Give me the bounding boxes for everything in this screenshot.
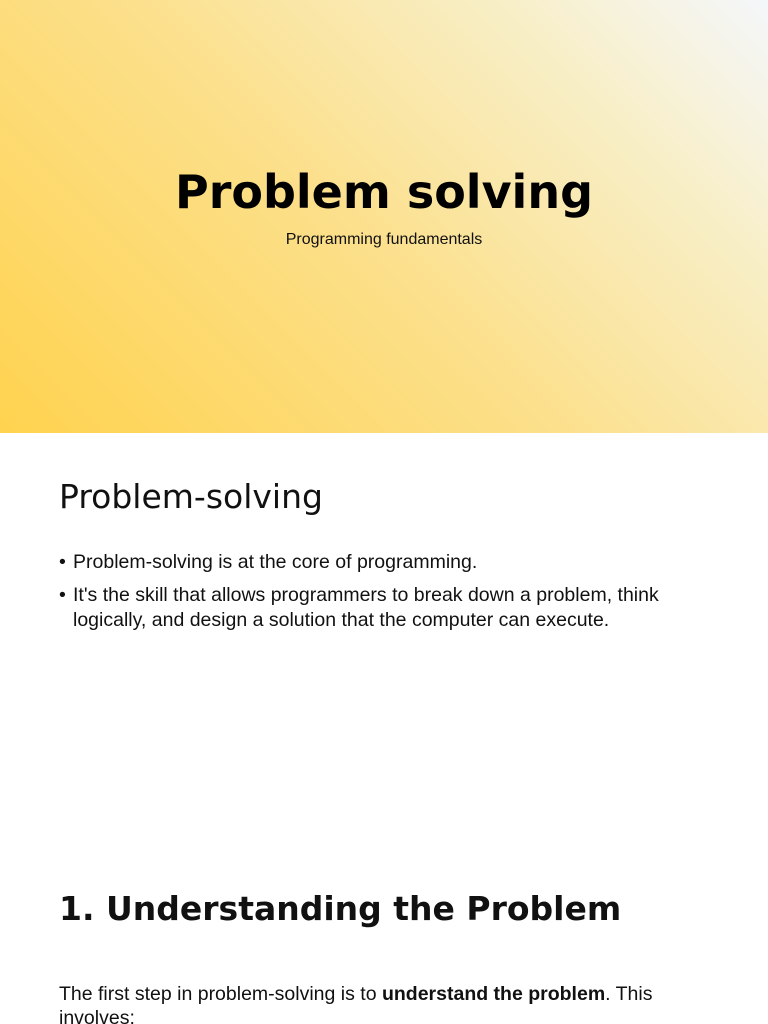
bullet-list bbox=[59, 550, 719, 641]
paragraph-text: The first step in problem-solving is to bbox=[59, 983, 382, 1005]
slide-heading: Problem-solving bbox=[59, 477, 323, 516]
paragraph-text-end: . This involves: bbox=[59, 983, 653, 1024]
bullet-item bbox=[59, 550, 719, 575]
bullet-item bbox=[59, 583, 719, 633]
content-slide bbox=[0, 433, 768, 833]
bullet-text: It's the skill that allows programmers to break down a problem, think logically, and design a solution that the computer can execute. bbox=[73, 584, 659, 631]
section-heading: 1. Understanding the Problem bbox=[59, 889, 622, 928]
section-understanding bbox=[0, 833, 768, 1024]
bullet-text: Problem-solving is at the core of programming. bbox=[73, 551, 478, 573]
paragraph-emphasis: understand the problem bbox=[381, 983, 606, 1005]
bullet-icon: • bbox=[59, 584, 66, 606]
page-title: Problem solving bbox=[174, 165, 594, 219]
bullet-icon: • bbox=[59, 551, 66, 573]
page-subtitle: Programming fundamentals bbox=[285, 231, 483, 248]
section-paragraph bbox=[59, 982, 699, 1024]
title-slide bbox=[0, 0, 768, 433]
